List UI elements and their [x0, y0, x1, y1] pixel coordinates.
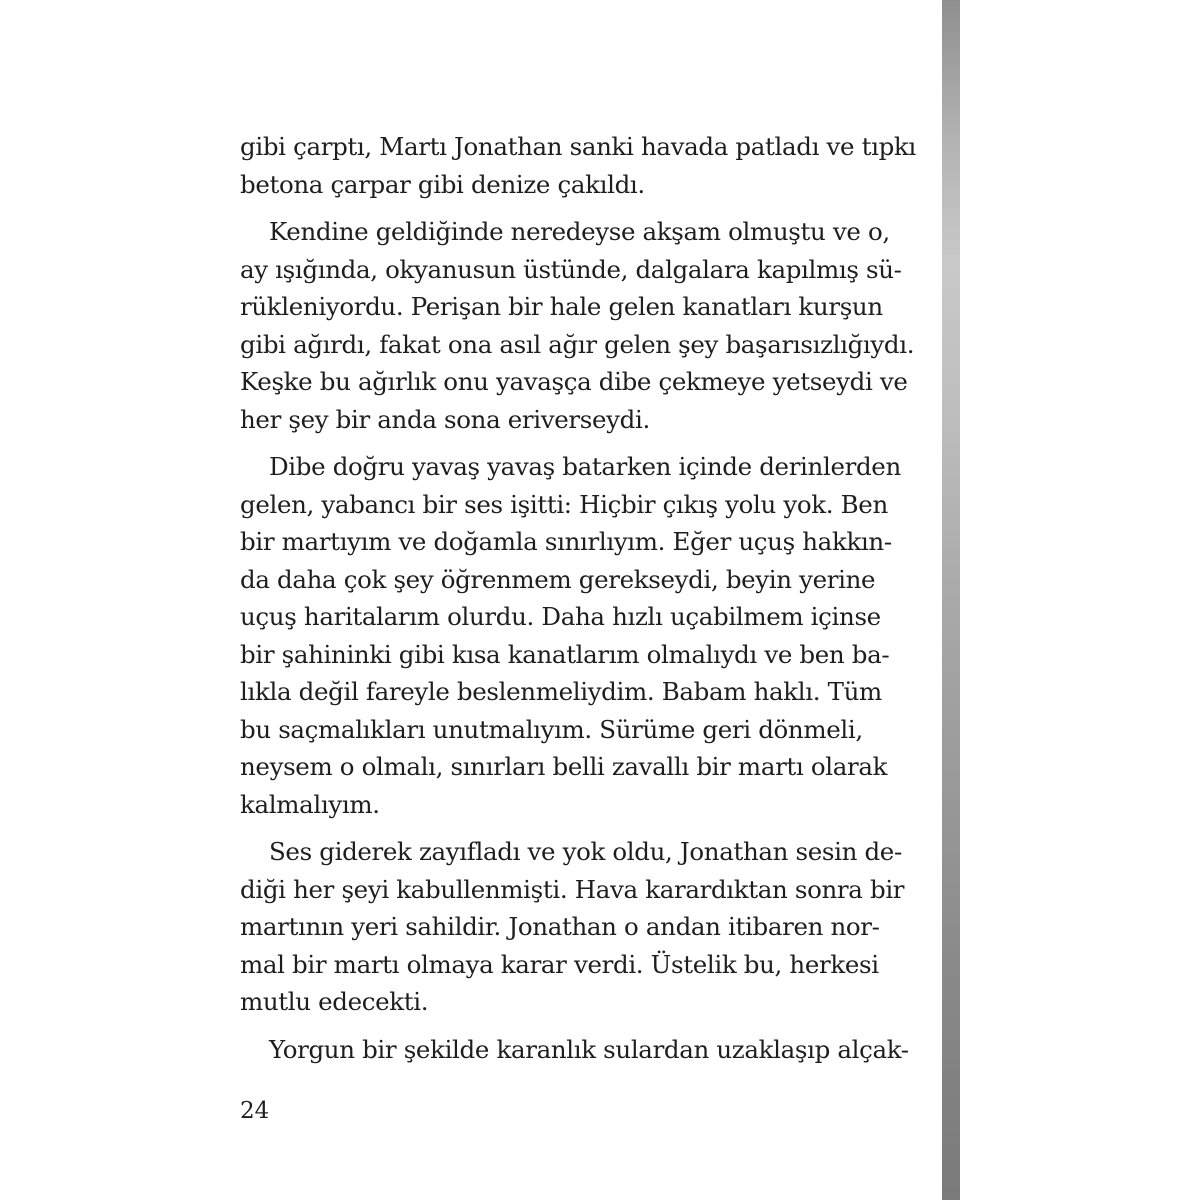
- text-line: diği her şeyi kabullenmişti. Hava karardıktan sonra bir: [240, 874, 905, 904]
- text-line: betona çarpar gibi denize çakıldı.: [240, 169, 645, 199]
- text-line: martının yeri sahildir. Jonathan o andan itibaren nor-: [240, 912, 880, 941]
- text-line: ay ışığında, okyanusun üstünde, dalgalara kapılmış sü-: [240, 254, 902, 284]
- paragraph-5: [240, 1031, 909, 1069]
- text-line: bir şahininki gibi kısa kanatlarım olmalıydı ve ben ba-: [240, 639, 890, 669]
- text-line: Dibe doğru yavaş yavaş batarken içinde derinlerden: [269, 452, 901, 481]
- text-line: bir martıyım ve doğamla sınırlıyım. Eğer uçuş hakkın-: [240, 527, 892, 556]
- paragraph-3: [240, 448, 901, 823]
- text-line: Yorgun bir şekilde karanlık sulardan uzaklaşıp alçak-: [269, 1034, 909, 1064]
- text-line: neysem o olmalı, sınırları belli zavallı bir martı olarak: [240, 752, 888, 781]
- text-line: mutlu edecekti.: [240, 987, 429, 1016]
- text-line: gibi çarptı, Martı Jonathan sanki havada patladı ve tıpkı: [240, 132, 916, 161]
- text-line: Ses giderek zayıfladı ve yok oldu, Jonathan sesin de-: [269, 837, 902, 866]
- text-line: uçuş haritalarım olurdu. Daha hızlı uçabilmem içinse: [240, 602, 881, 631]
- paragraph-4: [240, 833, 905, 1021]
- text-line: her şey bir anda sona eriverseydi.: [240, 404, 650, 434]
- text-line: Keşke bu ağırlık onu yavaşça dibe çekmeye yetseydi ve: [240, 367, 908, 396]
- text-line: rükleniyordu. Perişan bir hale gelen kanatları kurşun: [240, 292, 883, 321]
- text-line: bu saçmalıkları unutmalıyım. Sürüme geri dönmeli,: [240, 714, 863, 744]
- body-text: [240, 128, 916, 1068]
- paragraph-1: [240, 128, 916, 203]
- text-line: Kendine geldiğinde neredeyse akşam olmuştu ve o,: [269, 217, 890, 246]
- text-line: mal bir martı olmaya karar verdi. Üstelik bu, herkesi: [240, 949, 879, 979]
- text-line: gibi ağırdı, fakat ona asıl ağır gelen şey başarısızlığıydı.: [240, 329, 915, 359]
- text-line: kalmalıyım.: [240, 789, 380, 819]
- text-line: lıkla değil fareyle beslenmeliydim. Babam haklı. Tüm: [240, 677, 882, 706]
- paragraph-2: [240, 213, 915, 438]
- text-line: gelen, yabancı bir ses işitti: Hiçbir çıkış yolu yok. Ben: [240, 489, 888, 519]
- page-number: 24: [240, 1098, 270, 1124]
- text-line: da daha çok şey öğrenmem gerekseydi, beyin yerine: [240, 564, 876, 594]
- book-spine-edge: [942, 0, 960, 1200]
